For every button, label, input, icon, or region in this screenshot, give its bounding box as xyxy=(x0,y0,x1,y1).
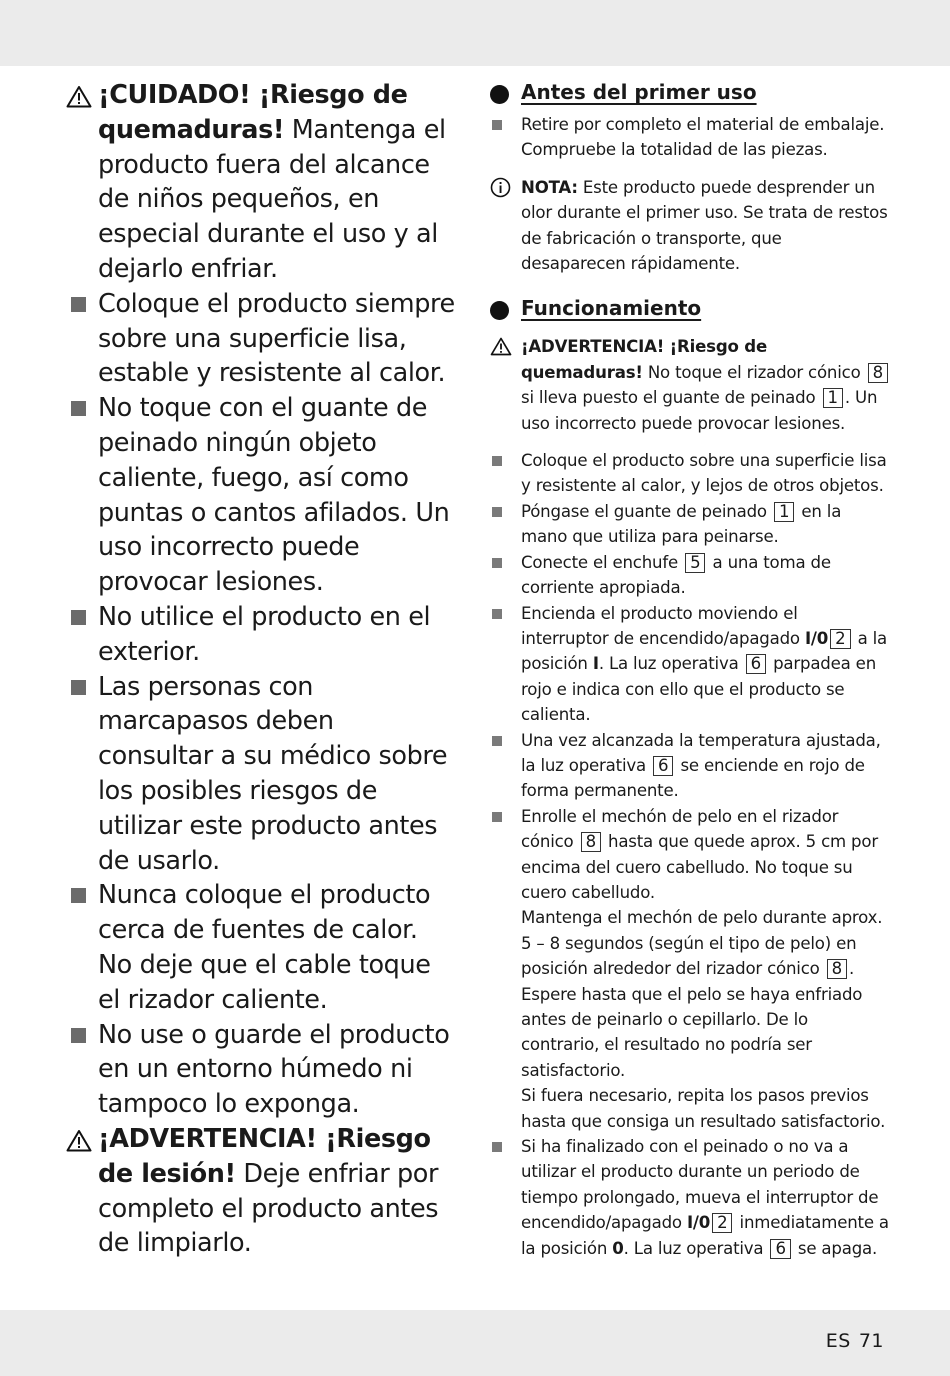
bullet-square-icon xyxy=(492,736,502,746)
language-code: ES xyxy=(825,1330,851,1352)
bullet-square-icon xyxy=(492,456,502,466)
list-item: Coloque el producto siempre sobre una superficie lisa, estable y resistente al calor. xyxy=(66,287,456,391)
injury-warning xyxy=(66,1122,456,1261)
burn-warning-small: ¡ADVERTENCIA! ¡Riesgo de quemaduras! No toque el rizador cónico 8 si lleva puesto el guante de peinado 1 . Un uso incorrecto puede provocar lesiones. xyxy=(490,334,890,436)
list-item: Las personas con marcapasos deben consultar a su médico sobre los posibles riesgos de utilizar este producto antes de usarlo. xyxy=(66,670,456,879)
bullet-square-icon xyxy=(492,558,502,568)
bullet-square-icon xyxy=(71,1028,86,1043)
part-reference: 1 xyxy=(774,502,794,522)
list-item: Coloque el producto sobre una superficie lisa y resistente al calor, y lejos de otros objetos. xyxy=(490,448,890,499)
section-title: Antes del primer uso xyxy=(521,80,757,104)
bullet-square-icon xyxy=(492,1142,502,1152)
part-reference: 2 xyxy=(712,1213,732,1233)
note-head: NOTA: xyxy=(521,177,578,197)
section-before-first-use xyxy=(490,80,890,112)
section-dot-icon xyxy=(490,85,509,104)
list-item: Enrolle el mechón de pelo en el rizador cónico 8 hasta que quede aprox. 5 cm por encima del cuero cabelludo. No toque su cuero cabelludo. Mantenga el mechón de pelo durante aprox. 5 – 8 segundos (según el tipo de pelo) en posición alrededor del rizador cónico 8 . Espere hasta que el pelo se haya enfriado antes de peinarlo o cepillarlo. De lo contrario, el resultado no podría ser satisfactorio. Si fuera necesario, repita los pasos previos hasta que consiga un resultado satisfactorio. xyxy=(490,804,890,1134)
header-band xyxy=(0,0,950,66)
bullet-square-icon xyxy=(71,680,86,695)
bullet-square-icon xyxy=(492,609,502,619)
part-reference: 6 xyxy=(770,1239,790,1259)
warning-triangle-icon xyxy=(490,337,512,356)
list-item: Póngase el guante de peinado 1 en la mano que utiliza para peinarse. xyxy=(490,499,890,550)
bullet-square-icon xyxy=(492,120,502,130)
list-item: No utilice el producto en el exterior. xyxy=(66,600,456,670)
burn-warning-head: ¡CUIDADO! ¡Riesgo de quemaduras! xyxy=(98,80,408,145)
bullet-square-icon xyxy=(71,610,86,625)
list-item: Retire por completo el material de embalaje. Compruebe la totalidad de las piezas. xyxy=(490,112,890,163)
section-dot-icon xyxy=(490,301,509,320)
burn-warning-text: Mantenga el producto fuera del alcance de niños pequeños, en especial durante el uso y al dejarlo enfriar. xyxy=(98,114,446,284)
part-reference: 8 xyxy=(581,832,601,852)
list-item: Encienda el producto moviendo el interruptor de encendido/apagado I/0 2 a la posición I. La luz operativa 6 parpadea en rojo e indica con ello que el producto se calienta. xyxy=(490,601,890,728)
note xyxy=(490,175,890,277)
injury-warning-head: ¡ADVERTENCIA! ¡Riesgo de lesión! xyxy=(98,1123,431,1189)
part-reference: 8 xyxy=(827,959,847,979)
section-operation xyxy=(490,296,890,328)
info-icon xyxy=(490,177,511,198)
section-title: Funcionamiento xyxy=(521,296,702,321)
warning-triangle-icon xyxy=(66,85,92,108)
part-reference: 6 xyxy=(746,654,766,674)
part-reference: 2 xyxy=(830,629,850,649)
bullet-square-icon xyxy=(492,507,502,517)
left-column xyxy=(66,78,456,1261)
right-column xyxy=(490,80,890,1261)
note-text: Este producto puede desprender un olor durante el primer uso. Se trata de restos de fabricación o transporte, que desaparecen rápidamente. xyxy=(521,177,888,274)
part-reference: 1 xyxy=(823,388,843,408)
bullet-square-icon xyxy=(71,297,86,312)
part-reference: 6 xyxy=(653,756,673,776)
bullet-square-icon xyxy=(71,401,86,416)
bullet-square-icon xyxy=(492,812,502,822)
footer-band xyxy=(0,1310,950,1376)
bullet-square-icon xyxy=(71,888,86,903)
list-item: Una vez alcanzada la temperatura ajustada, la luz operativa 6 se enciende en rojo de forma permanente. xyxy=(490,728,890,804)
part-reference: 5 xyxy=(685,553,705,573)
list-item: Nunca coloque el producto cerca de fuentes de calor. No deje que el cable toque el rizador caliente. xyxy=(66,878,456,1017)
injury-warning-text: Deje enfriar por completo el producto antes de limpiarlo. xyxy=(98,1158,439,1259)
list-item: No use o guarde el producto en un entorno húmedo ni tampoco lo exponga. xyxy=(66,1018,456,1122)
list-item: Si ha finalizado con el peinado o no va a utilizar el producto durante un periodo de tiempo prolongado, mueva el interruptor de encendido/apagado I/0 2 inmediatamente a la posición 0. La luz operativa 6 se apaga. xyxy=(490,1134,890,1261)
list-item: Conecte el enchufe 5 a una toma de corriente apropiada. xyxy=(490,550,890,601)
page-number: 71 xyxy=(858,1330,884,1352)
list-item: No toque con el guante de peinado ningún objeto caliente, fuego, así como puntas o cantos afilados. Un uso incorrecto puede provocar lesiones. xyxy=(66,391,456,600)
part-reference: 8 xyxy=(868,363,888,383)
burn-warning xyxy=(66,78,456,287)
warning-triangle-icon xyxy=(66,1129,92,1152)
page-footer xyxy=(818,1330,884,1352)
